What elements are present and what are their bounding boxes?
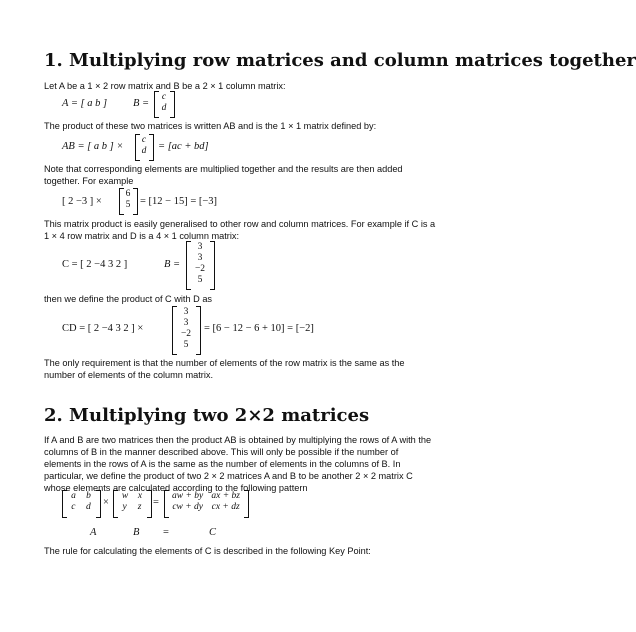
matrix-cell: ax + bz [211,491,240,501]
right-bracket [170,91,175,118]
column-matrix-D [190,242,210,286]
matrix-cell: a [71,491,76,501]
matrix-cell: c [71,502,76,512]
matrix-cell: −2 [180,329,192,339]
right-bracket [149,134,154,161]
label-A: A [90,527,97,538]
label-C: C [209,527,217,538]
matrix-cell: 3 [183,318,189,328]
matrix-cell: w [121,491,129,501]
paragraph: This matrix product is easily generalised to other row and column matrices. For example if C is a 1 × 4 row matrix and D is a 4 × 1 column matrix: [44,219,436,241]
equation-product-CD: CD = [ 2 −4 3 2 ] × [62,323,144,334]
section-1-heading: 1. Multiplying row matrices and column matrices together [44,50,636,71]
matrix-cell: d [161,103,167,113]
matrix-cell: x [137,491,143,501]
paragraph: The only requirement is that the number of elements of the row matrix is the same as the number of elements of the column matrix. [44,358,405,380]
matrix-cell: 5 [197,275,203,285]
matrix-cell: c [161,92,167,102]
paragraph: The product of these two matrices is written AB and is the 1 × 1 matrix defined by: [44,121,377,131]
column-matrix [176,307,196,351]
matrix-C [168,491,244,513]
matrix-cell: 5 [183,340,189,350]
times-sign: × [103,497,109,508]
paragraph: Let A be a 1 × 2 row matrix and B be a 2 × 1 column matrix: [44,81,286,91]
right-bracket [96,490,101,518]
right-bracket [244,490,249,518]
equation-row-matrix-C: C = [ 2 −4 3 2 ] [62,259,128,270]
column-matrix [123,189,133,211]
equation-result: = [12 − 15] = [−3] [140,196,218,207]
matrix-B [117,491,147,513]
matrix-cell: 6 [125,189,131,199]
matrix-cell: aw + by [172,491,204,501]
matrix-cell: cw + dy [172,502,203,512]
matrix-cell: 3 [197,253,203,263]
paragraph: then we define the product of C with D as [44,294,213,304]
right-bracket [210,241,215,290]
equation-result: = [ac + bd] [158,141,209,152]
matrix-cell: 3 [183,307,189,317]
matrix-cell: z [137,502,142,512]
matrix-cell: y [122,502,127,512]
section-2-heading: 2. Multiplying two 2×2 matrices [44,405,370,426]
matrix-cell: −2 [194,264,206,274]
column-matrix-B [158,92,170,114]
column-matrix [139,135,149,157]
equation-example-row: [ 2 −3 ] × [62,196,102,207]
equation-label-B: B = [164,259,181,270]
equals-sign: = [153,497,159,508]
paragraph: Note that corresponding elements are multiplied together and the results are then added together. For example [44,164,403,186]
matrix-cell: 5 [125,200,131,210]
matrix-cell: d [141,146,147,156]
equation-row-matrix-A: A = [ a b ] [62,98,108,109]
paragraph: If A and B are two matrices then the product AB is obtained by multiplying the rows of A with the columns of B in the manner described above. This will only be possible if the number of elements in the rows of A is the same as the number of elements in the columns of B. In particular, we define the product of two 2 × 2 matrices A and B to be another 2 × 2 matrix C whose elements are calculated according to the following pattern [44,435,432,493]
matrix-cell: d [85,502,91,512]
equation-result: = [6 − 12 − 6 + 10] = [−2] [204,323,314,334]
right-bracket [133,188,138,215]
right-bracket [147,490,152,518]
matrix-cell: b [86,491,91,501]
matrix-cell: cx + dz [211,502,240,512]
label-equals: = [163,527,169,538]
right-bracket [196,306,201,355]
label-B: B [133,527,140,538]
equation-label-B: B = [133,98,150,109]
paragraph: The rule for calculating the elements of C is described in the following Key Point: [44,546,371,556]
matrix-A [66,491,96,513]
matrix-cell: 3 [197,242,203,252]
matrix-cell: c [141,135,147,145]
equation-product-AB: AB = [ a b ] × [62,141,124,152]
